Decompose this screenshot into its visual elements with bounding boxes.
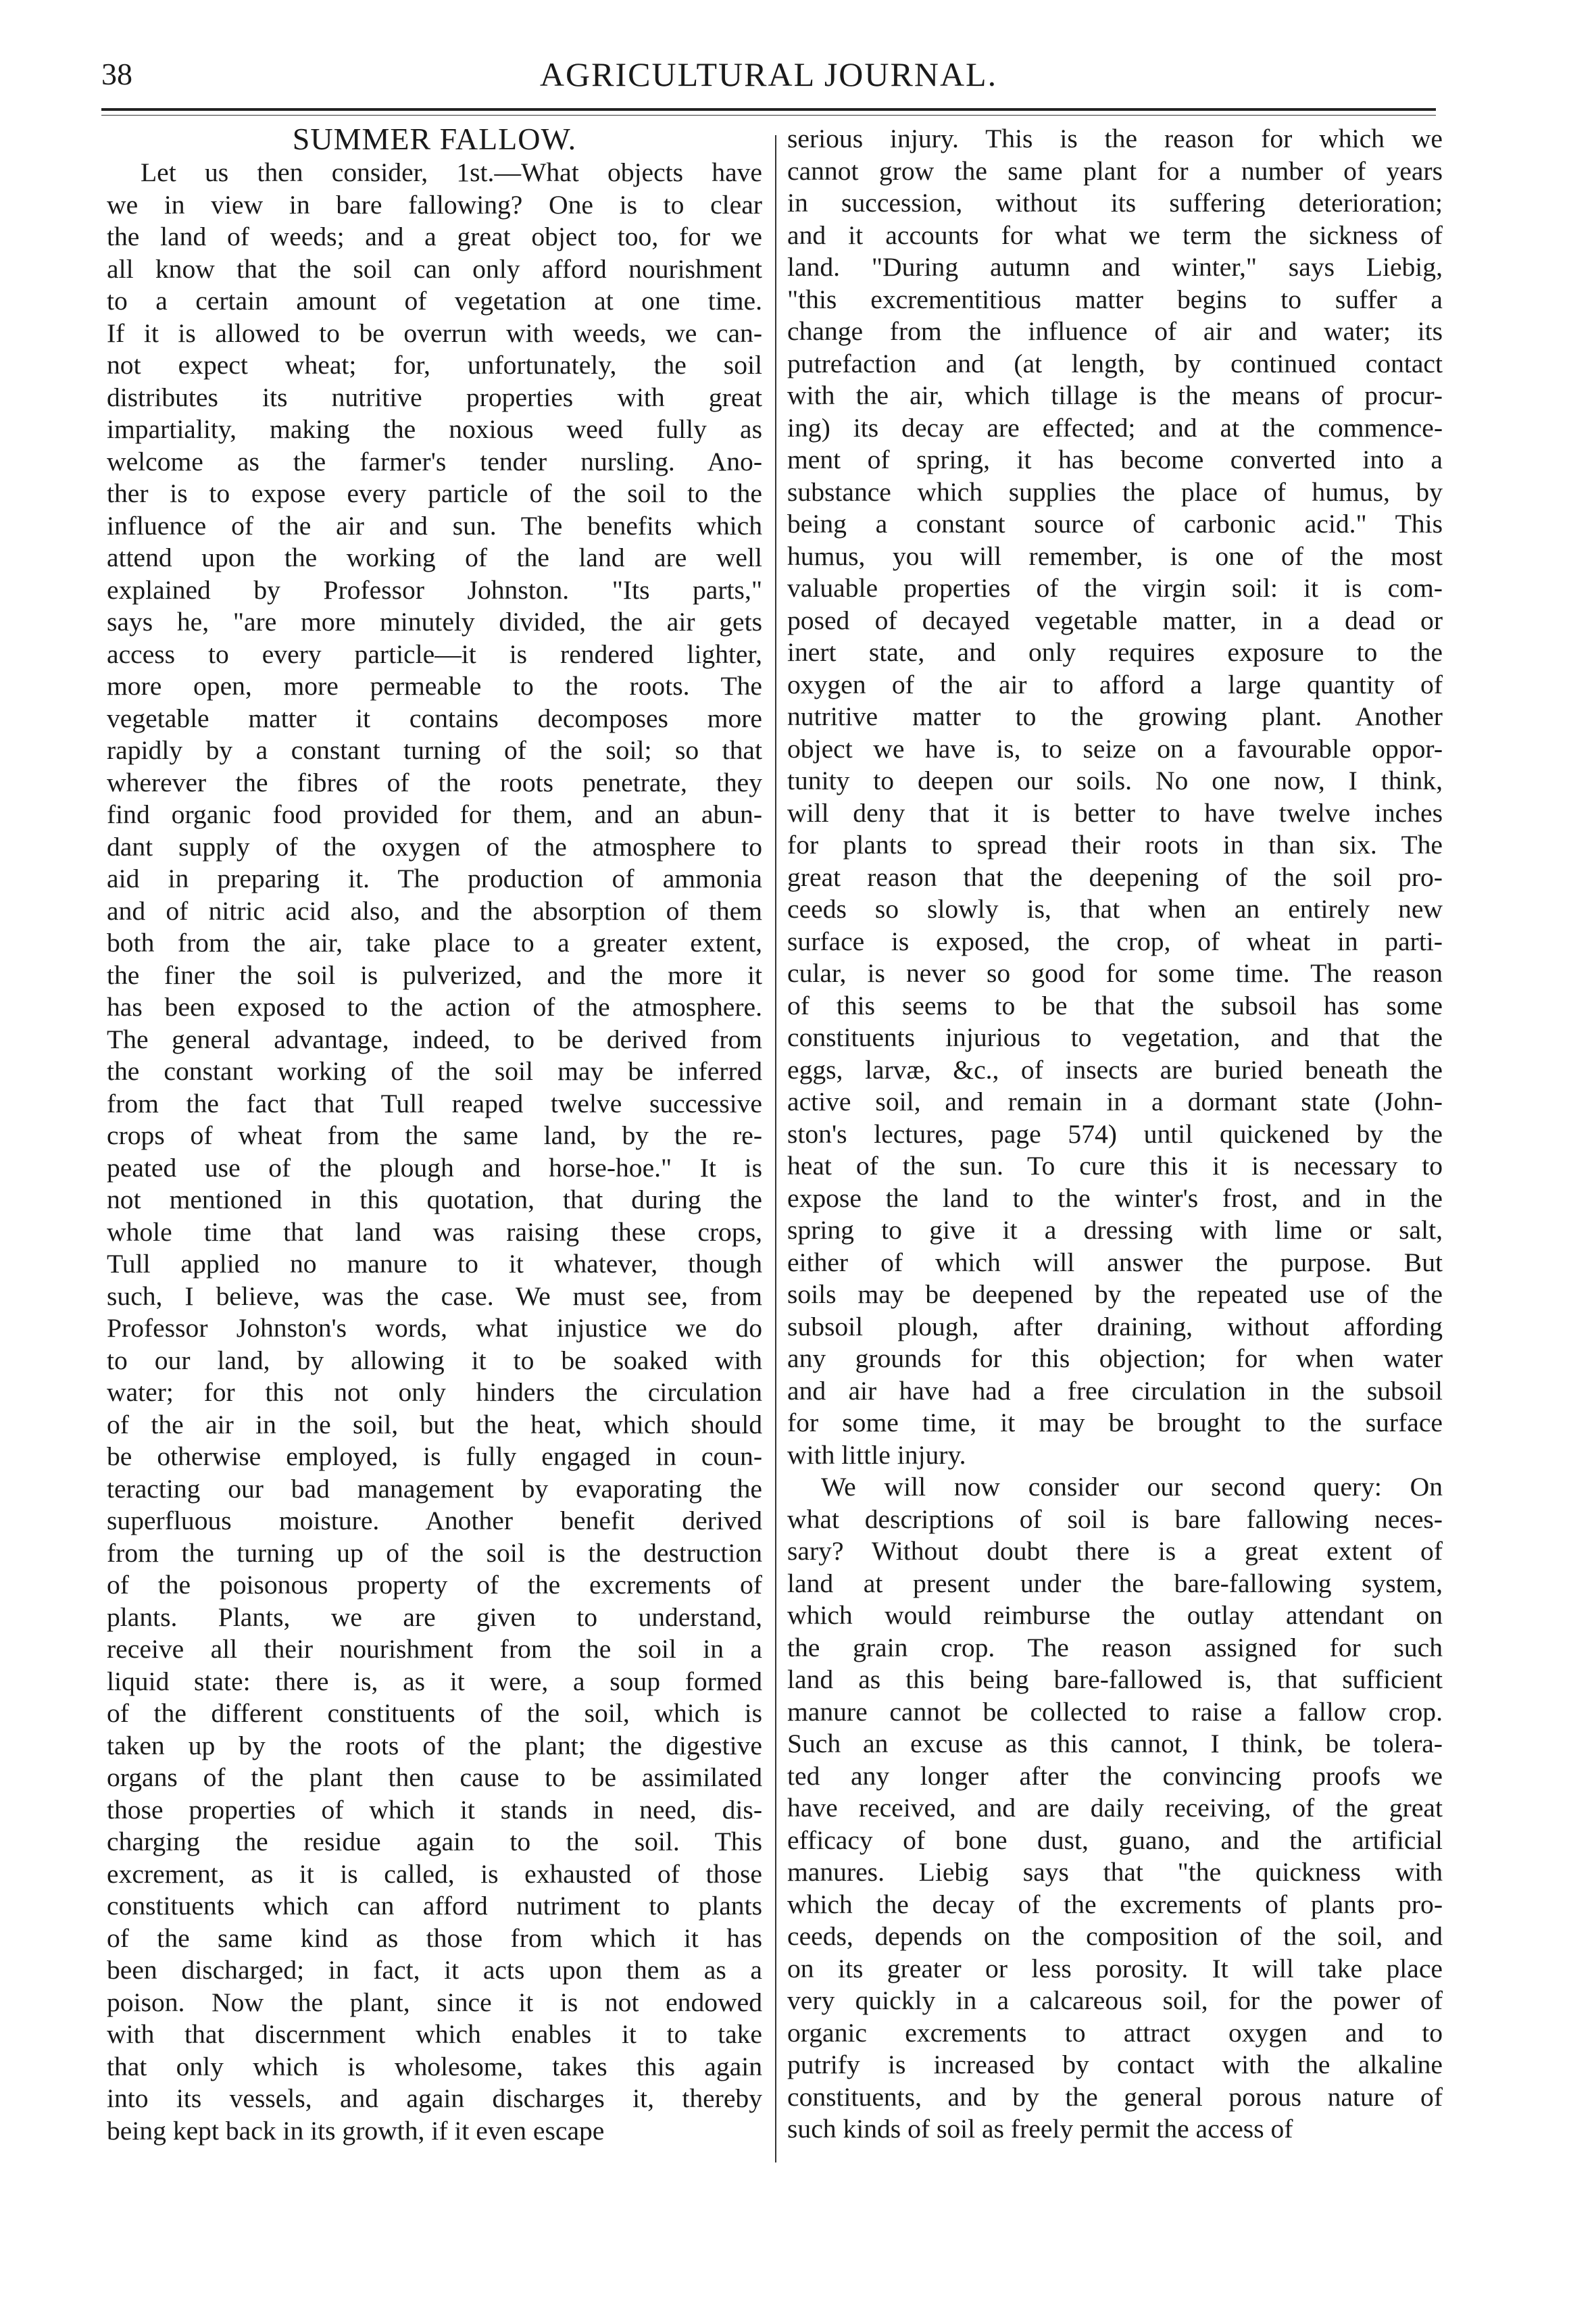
text-line: inert state, and only requires exposure to the [787, 637, 1443, 667]
text-line: liquid state: there is, as it were, a soup formed [107, 1666, 762, 1696]
text-line: manure cannot be collected to raise a fallow crop. [787, 1696, 1443, 1727]
text-line: which the decay of the excrements of plants pro- [787, 1889, 1443, 1919]
text-line: Professor Johnston's words, what injustice we do [107, 1313, 762, 1343]
text-line: poison. Now the plant, since it is not endowed [107, 1987, 762, 2017]
text-line: be otherwise employed, is fully engaged in coun- [107, 1441, 762, 1471]
text-line: those properties of which it stands in need, dis- [107, 1794, 762, 1825]
text-line: spring to give it a dressing with lime or salt, [787, 1215, 1443, 1245]
text-line: the constant working of the soil may be inferred [107, 1056, 762, 1086]
text-line: constituents, and by the general porous nature of [787, 2081, 1443, 2112]
text-line: Tull applied no manure to it whatever, though [107, 1249, 762, 1279]
text-line: constituents injurious to vegetation, and that the [787, 1022, 1443, 1052]
text-line: impartiality, making the noxious weed fully as [107, 414, 762, 444]
text-line: not mentioned in this quotation, that during the [107, 1185, 762, 1214]
text-line: says he, "are more minutely divided, the air gets [107, 607, 762, 637]
text-line: superfluous moisture. Another benefit derived [107, 1506, 762, 1535]
text-line: both from the air, take place to a greater extent, [107, 928, 762, 958]
right-column-text [787, 123, 1443, 2146]
text-line: all know that the soil can only afford nourishment [107, 253, 762, 284]
text-line: active soil, and remain in a dormant state (John- [787, 1087, 1443, 1116]
text-line: such, I believe, was the case. We must see, from [107, 1281, 762, 1311]
text-line: we in view in bare fallowing? One is to clear [107, 189, 762, 220]
text-line: for plants to spread their roots in than six. The [787, 830, 1443, 860]
text-line: surface is exposed, the crop, of wheat in parti- [787, 926, 1443, 956]
left-column [107, 123, 762, 2147]
header-rule-thick [101, 108, 1436, 111]
text-line: Let us then consider, 1st.—What objects have [141, 157, 762, 187]
text-line: more open, more permeable to the roots. The [107, 671, 762, 701]
text-line: to our land, by allowing it to be soaked with [107, 1345, 762, 1375]
text-line: efficacy of bone dust, guano, and the artificial [787, 1825, 1443, 1855]
text-line: of the different constituents of the soil, which is [107, 1698, 762, 1728]
text-line: access to every particle—it is rendered lighter, [107, 639, 762, 669]
text-line: which would reimburse the outlay attendant on [787, 1600, 1443, 1630]
text-line: nutritive matter to the growing plant. Another [787, 701, 1443, 731]
text-line: the land of weeds; and a great object too, for we [107, 222, 762, 251]
text-line: manures. Liebig says that "the quickness with [787, 1857, 1443, 1887]
text-line: explained by Professor Johnston. "Its parts," [107, 574, 762, 605]
text-line: the finer the soil is pulverized, and the more it [107, 960, 762, 990]
text-line: in succession, without its suffering deterioration; [787, 188, 1443, 218]
text-line: putrify is increased by contact with the alkaline [787, 2050, 1443, 2079]
text-line: and it accounts for what we term the sickness of [787, 220, 1443, 250]
text-line: "this excrementitious matter begins to suffer a [787, 284, 1443, 314]
text-line: have received, and are daily receiving, of the great [787, 1793, 1443, 1823]
text-line: water; for this not only hinders the circulation [107, 1377, 762, 1407]
text-line: substance which supplies the place of humus, by [787, 476, 1443, 507]
left-column-text [107, 157, 762, 2147]
text-line: plants. Plants, we are given to understand, [107, 1602, 762, 1632]
text-line: The general advantage, indeed, to be derived from [107, 1024, 762, 1054]
text-line: vegetable matter it contains decomposes more [107, 703, 762, 733]
text-line: teracting our bad management by evaporating the [107, 1473, 762, 1504]
text-line: humus, you will remember, is one of the most [787, 541, 1443, 571]
text-line: of the poisonous property of the excrements of [107, 1570, 762, 1600]
text-line: crops of wheat from the same land, by the re- [107, 1120, 762, 1150]
text-line: organic excrements to attract oxygen and to [787, 2017, 1443, 2048]
text-line: distributes its nutritive properties with great [107, 382, 762, 412]
text-line: ment of spring, it has become converted into a [787, 445, 1443, 474]
text-line: ted any longer after the convincing proofs we [787, 1760, 1443, 1791]
text-line: either of which will answer the purpose. But [787, 1247, 1443, 1277]
text-line: receive all their nourishment from the soil in a [107, 1634, 762, 1664]
text-line: If it is allowed to be overrun with weeds, we can- [107, 318, 762, 348]
running-title: AGRICULTURAL JOURNAL. [539, 55, 998, 93]
text-line: ceeds so slowly is, that when an entirely new [787, 894, 1443, 924]
text-line: eggs, larvæ, &c., of insects are buried beneath the [787, 1054, 1443, 1085]
text-line: putrefaction and (at length, by continued contact [787, 348, 1443, 378]
text-line: dant supply of the oxygen of the atmosphere to [107, 831, 762, 862]
page-number: 38 [101, 57, 132, 91]
text-line: excrement, as it is called, is exhausted of those [107, 1858, 762, 1889]
text-line: from the fact that Tull reaped twelve successive [107, 1088, 762, 1118]
text-line: great reason that the deepening of the soil pro- [787, 862, 1443, 892]
text-line: cannot grow the same plant for a number of years [787, 155, 1443, 186]
text-line: ceeds, depends on the composition of the soil, and [787, 1921, 1443, 1951]
column-divider [775, 135, 776, 2162]
text-line: tunity to deepen our soils. No one now, I think, [787, 766, 1443, 795]
text-line: valuable properties of the virgin soil: it is com- [787, 573, 1443, 603]
text-line: organs of the plant then cause to be assimilated [107, 1762, 762, 1792]
text-line: oxygen of the air to afford a large quantity of [787, 669, 1443, 699]
text-line: and of nitric acid also, and the absorption of them [107, 895, 762, 926]
text-line: serious injury. This is the reason for which we [787, 124, 1443, 153]
text-line: into its vessels, and again discharges it, thereby [107, 2083, 762, 2113]
text-line: for some time, it may be brought to the surface [787, 1408, 1443, 1437]
text-line: constituents which can afford nutriment to plants [107, 1891, 762, 1921]
text-line: find organic food provided for them, and an abun- [107, 799, 762, 829]
text-line: rapidly by a constant turning of the soil; so that [107, 735, 762, 765]
text-line: soils may be deepened by the repeated use of the [787, 1279, 1443, 1309]
text-line: of the air in the soil, but the heat, which should [107, 1409, 762, 1439]
text-line: Such an excuse as this cannot, I think, be tolera- [787, 1729, 1443, 1758]
text-line: charging the residue again to the soil. This [107, 1827, 762, 1856]
text-line: welcome as the farmer's tender nursling. Ano- [107, 446, 762, 476]
text-line: will deny that it is better to have twelve inches [787, 797, 1443, 828]
text-line: land as this being bare-fallowed is, that sufficient [787, 1664, 1443, 1694]
text-line: any grounds for this objection; for when water [787, 1343, 1443, 1373]
text-line: not expect wheat; for, unfortunately, the soil [107, 350, 762, 380]
text-line: land. "During autumn and winter," says Liebig, [787, 252, 1443, 282]
text-line: subsoil plough, after draining, without affording [787, 1311, 1443, 1341]
text-line: heat of the sun. To cure this it is necessary to [787, 1151, 1443, 1181]
text-line: posed of decayed vegetable matter, in a dead or [787, 605, 1443, 635]
text-line: very quickly in a calcareous soil, for the power of [787, 1985, 1443, 2015]
text-line: being a constant source of carbonic acid." This [787, 509, 1443, 539]
article-title: SUMMER FALLOW. [292, 122, 577, 156]
text-line: with that discernment which enables it to take [107, 2019, 762, 2049]
right-column [787, 123, 1443, 2146]
text-line: that only which is wholesome, takes this again [107, 2051, 762, 2081]
text-line: expose the land to the winter's frost, and in the [787, 1183, 1443, 1213]
text-line: and air have had a free circulation in the subsoil [787, 1375, 1443, 1406]
text-line: with the air, which tillage is the means of procur- [787, 380, 1443, 410]
text-line: has been exposed to the action of the atmosphere. [107, 992, 762, 1022]
header-rule-thin [101, 115, 1436, 116]
text-line: wherever the fibres of the roots penetrate, they [107, 767, 762, 797]
text-line: ston's lectures, page 574) until quickened by the [787, 1118, 1443, 1149]
text-line: from the turning up of the soil is the destruction [107, 1537, 762, 1568]
text-line: cular, is never so good for some time. The reason [787, 958, 1443, 988]
text-line: ther is to expose every particle of the soil to the [107, 478, 762, 508]
text-line: We will now consider our second query: On [821, 1472, 1443, 1502]
text-line: attend upon the working of the land are well [107, 543, 762, 572]
text-line: to a certain amount of vegetation at one time. [107, 286, 762, 316]
text-line: with little injury. [787, 1439, 966, 1470]
text-line: taken up by the roots of the plant; the digestive [107, 1730, 762, 1760]
text-line: being kept back in its growth, if it even escape [107, 2115, 605, 2146]
text-line: object we have is, to seize on a favourable oppor- [787, 733, 1443, 764]
text-line: of the same kind as those from which it has [107, 1923, 762, 1953]
text-line: what descriptions of soil is bare fallowing neces- [787, 1504, 1443, 1534]
text-line: on its greater or less porosity. It will take place [787, 1953, 1443, 1983]
text-line: influence of the air and sun. The benefits which [107, 510, 762, 541]
text-line: whole time that land was raising these crops, [107, 1216, 762, 1247]
text-line: been discharged; in fact, it acts upon them as a [107, 1955, 762, 1985]
text-line: ing) its decay are effected; and at the commence- [787, 412, 1443, 443]
text-line: such kinds of soil as freely permit the access of [787, 2114, 1293, 2144]
text-line: of this seems to be that the subsoil has some [787, 990, 1443, 1020]
text-line: aid in preparing it. The production of ammonia [107, 864, 762, 893]
text-line: peated use of the plough and horse-hoe." It is [107, 1152, 762, 1183]
text-line: land at present under the bare-fallowing system, [787, 1568, 1443, 1598]
page-header [101, 47, 1436, 101]
text-line: sary? Without doubt there is a great extent of [787, 1536, 1443, 1566]
text-line: the grain crop. The reason assigned for such [787, 1632, 1443, 1662]
text-line: change from the influence of air and water; its [787, 316, 1443, 346]
